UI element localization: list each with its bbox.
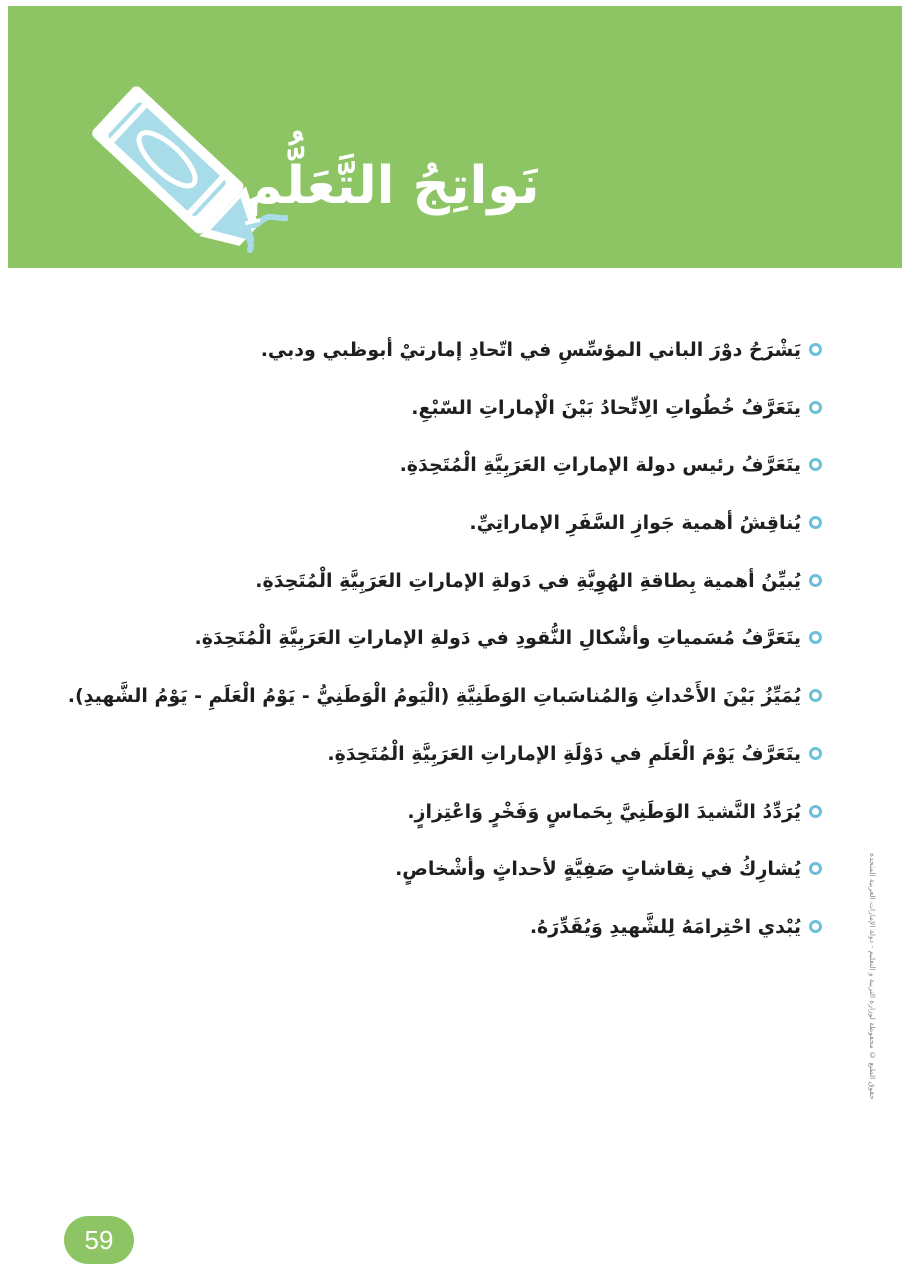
bullet-circle-icon (809, 401, 822, 414)
list-item (162, 797, 822, 855)
outcome-text: يُناقِشُ أهمية جَوازِ السَّفَرِ الإماراتِيِّ. (469, 512, 801, 535)
bullet-circle-icon (809, 516, 822, 529)
bullet-circle-icon (809, 689, 822, 702)
list-item (162, 450, 822, 508)
outcome-text: يُشارِكُ في نِقاشاتٍ صَفِيَّةٍ لأحداثٍ وأشْخاصٍ. (395, 858, 801, 881)
list-item (162, 393, 822, 451)
list-item (162, 623, 822, 681)
outcome-text: يُبيِّنُ أهمية بِطاقةِ الهُوِيَّةِ في دَولةِ الإماراتِ العَرَبِيَّةِ الْمُتَحِدَةِ. (255, 569, 801, 592)
list-item (162, 854, 822, 912)
header-banner (8, 6, 902, 268)
outcome-text: يُرَدِّدُ النَّشيدَ الوَطَنِيَّ بِحَماسٍ وَفَخْرٍ وَاعْتِزازٍ. (407, 800, 801, 823)
bullet-circle-icon (809, 574, 822, 587)
outcome-text: يتَعَرَّفُ مُسَمياتِ وأشْكالِ النُّقودِ في دَولةِ الإماراتِ العَرَبِيَّةِ الْمُتَحِدَةِ. (194, 627, 801, 650)
page-title: نَواتِجُ التَّعَلُّمِ (244, 156, 540, 216)
list-item (162, 508, 822, 566)
list-item (162, 739, 822, 797)
bullet-circle-icon (809, 920, 822, 933)
bullet-circle-icon (809, 862, 822, 875)
bullet-circle-icon (809, 805, 822, 818)
list-item (67, 681, 822, 739)
page-number: 59 (64, 1216, 134, 1264)
list-item (162, 566, 822, 624)
list-item (162, 912, 822, 970)
bullet-circle-icon (809, 747, 822, 760)
outcome-text: يتَعَرَّفُ رئيس دولة الإماراتِ العَرَبِيَّةِ الْمُتَحِدَةِ. (399, 454, 801, 477)
copyright-notice: حقوق الطبع © محفوظة لوزارة التربية و التعليم - دولة الإمارات العربية المتحدة (868, 853, 877, 1100)
outcome-text: يتَعَرَّفُ يَوْمَ الْعَلَمِ في دَوْلَةِ الإماراتِ العَرَبِيَّةِ الْمُتَحِدَةِ. (327, 742, 801, 765)
bullet-circle-icon (809, 631, 822, 644)
outcome-text: يُمَيِّزُ بَيْنَ الأَحْداثِ وَالمُناسَباتِ الوَطَنِيَّةِ (الْيَومُ الْوَطَنِيُّ - يَوْمُ الْعَلَمِ - يَوْمُ الشَّهيدِ). (67, 685, 801, 708)
bullet-circle-icon (809, 343, 822, 356)
outcome-text: يتَعَرَّفُ خُطُواتِ الِاتِّحادُ بَيْنَ الْإماراتِ السّبْعِ. (411, 396, 801, 419)
outcome-text: يَشْرَحُ دوْرَ الباني المؤسِّسِ في اتّحادِ إمارتيْ أبوظبي ودبي. (260, 339, 801, 361)
list-item (162, 335, 822, 393)
learning-outcomes-list (67, 335, 822, 970)
outcome-text: يُبْدي احْتِرامَهُ لِلشَّهيدِ وَيُقَدِّرَهُ. (529, 915, 801, 938)
bullet-circle-icon (809, 458, 822, 471)
